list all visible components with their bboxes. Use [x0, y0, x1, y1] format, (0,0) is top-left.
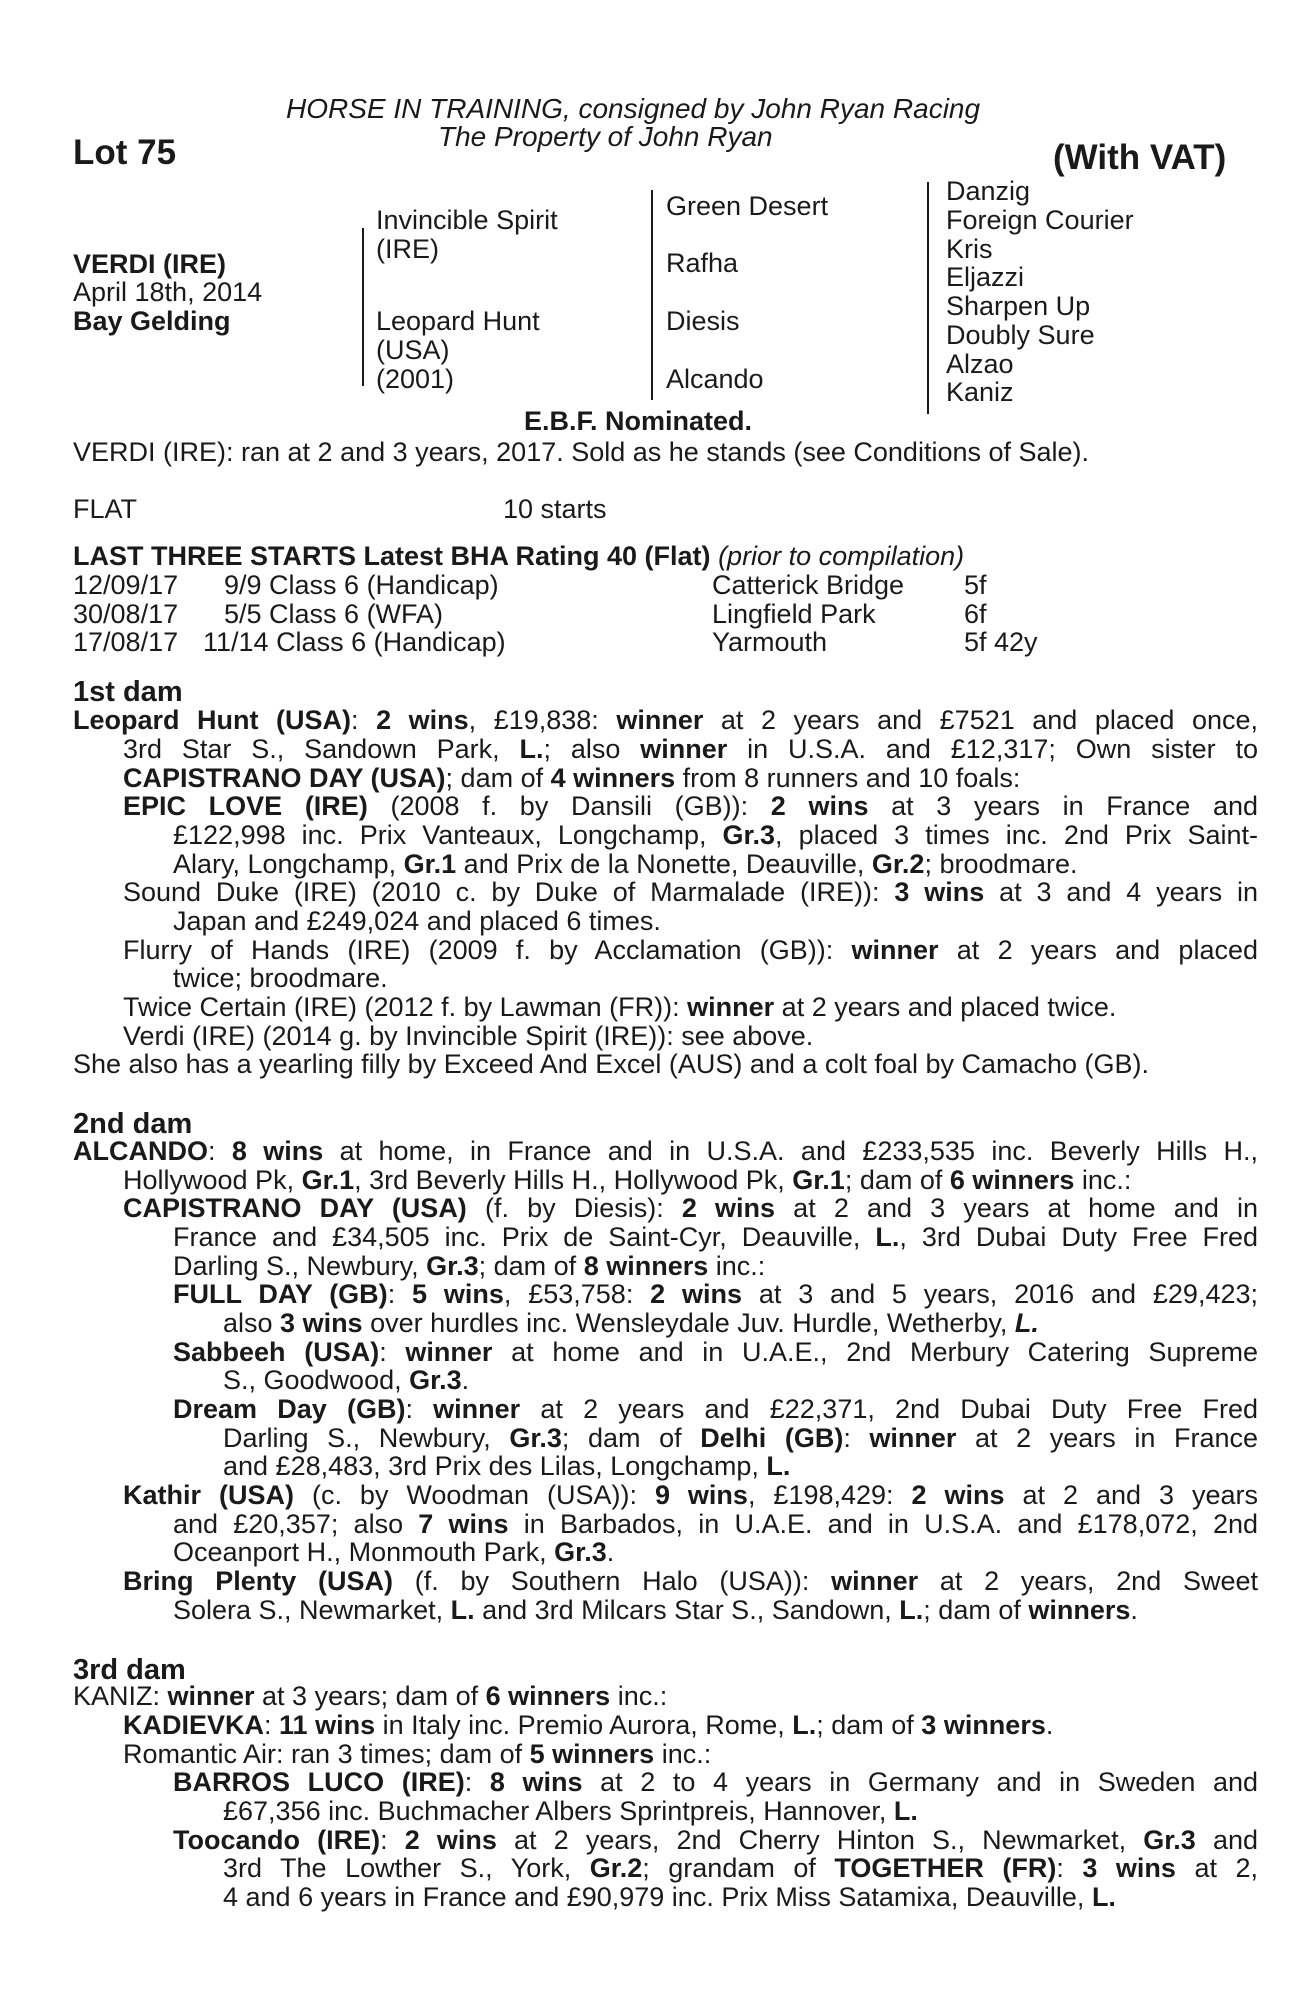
- text-run: Delhi (GB): [700, 1423, 844, 1453]
- text-run: L.: [766, 1451, 791, 1481]
- great-grandparent-2: Foreign Courier: [946, 205, 1134, 235]
- start-course-1: Catterick Bridge: [712, 570, 905, 600]
- text-run: winner: [405, 1337, 493, 1367]
- text-run: 8 winners: [583, 1251, 709, 1281]
- text-run: from 8 runners and 10 foals:: [675, 763, 1021, 793]
- first-dam-line-13: [73, 1050, 1258, 1079]
- third-dam-line-6: [173, 1826, 1258, 1855]
- grandparent-4: Alcando: [666, 364, 764, 394]
- text-run: winner: [433, 1394, 521, 1424]
- second-dam-line-7: [223, 1309, 1258, 1338]
- great-grandparent-5: Sharpen Up: [946, 291, 1091, 321]
- last-starts-heading: [73, 542, 964, 571]
- horse-dob: April 18th, 2014: [73, 277, 263, 307]
- dam-origin: (USA): [376, 335, 450, 365]
- text-run: in U.S.A. and £12,317; Own sister to: [727, 734, 1258, 764]
- third-dam-line-4: [173, 1768, 1258, 1797]
- property-line: The Property of John Ryan: [438, 121, 773, 152]
- text-run: , £198,429:: [747, 1480, 912, 1510]
- text-run: :: [264, 1710, 280, 1740]
- second-dam-line-9: [223, 1366, 1258, 1395]
- text-run: 4 and 6 years in France and £90,979 inc. Prix Miss Satamixa, Deauville,: [223, 1882, 1092, 1912]
- dam-year: (2001): [376, 364, 455, 394]
- text-run: winner: [687, 992, 775, 1022]
- text-run: and 3rd Milcars Star S., Sandown,: [474, 1595, 900, 1625]
- text-run: L.: [1091, 1882, 1116, 1912]
- text-run: CAPISTRANO DAY (USA): [123, 1193, 467, 1223]
- text-run: ; dam of: [561, 1423, 701, 1453]
- text-run: L.: [792, 1710, 817, 1740]
- text-run: inc.:: [708, 1251, 766, 1281]
- text-run: Darling S., Newbury,: [223, 1423, 510, 1453]
- record-starts: 10 starts: [503, 494, 607, 524]
- text-run: CAPISTRANO DAY (USA): [123, 763, 446, 793]
- text-run: , 3rd Dubai Duty Free Fred: [899, 1222, 1258, 1252]
- start-race-2: 5/5 Class 6 (WFA): [224, 599, 444, 629]
- text-run: Gr.3: [554, 1537, 607, 1567]
- second-dam-line-1: [73, 1137, 1258, 1166]
- text-run: 3 wins: [280, 1308, 363, 1338]
- text-run: Bring Plenty (USA): [123, 1566, 394, 1596]
- text-run: winner: [167, 1681, 255, 1711]
- vat-status: (With VAT): [1053, 138, 1227, 177]
- start-distance-3: 5f 42y: [964, 627, 1038, 657]
- first-dam-line-3: [123, 764, 1258, 793]
- text-run: 2 wins: [911, 1480, 1005, 1510]
- text-run: Hollywood Pk,: [123, 1165, 302, 1195]
- first-dam-line-11: [123, 993, 1258, 1022]
- grandparent-1: Green Desert: [666, 191, 829, 221]
- text-run: ; broodmare.: [924, 849, 1078, 879]
- text-run: and £28,483, 3rd Prix des Lilas, Longchamp,: [223, 1451, 767, 1481]
- text-run: Oceanport H., Monmouth Park,: [173, 1537, 555, 1567]
- start-date-1: 12/09/17: [73, 570, 179, 600]
- text-run: winner: [640, 734, 728, 764]
- text-run: :: [387, 1279, 413, 1309]
- text-run: in Barbados, in U.A.E. and in U.S.A. and £178,072, 2nd: [508, 1509, 1258, 1539]
- text-run: L.: [450, 1595, 475, 1625]
- text-run: Sound Duke (IRE) (2010 c. by Duke of Marmalade (IRE)):: [123, 877, 895, 907]
- grandparent-2: Rafha: [666, 248, 739, 278]
- text-run: inc.:: [654, 1739, 712, 1769]
- text-run: inc.:: [610, 1681, 668, 1711]
- dam-name: Leopard Hunt: [376, 306, 540, 336]
- text-run: 5 winners: [529, 1739, 655, 1769]
- text-run: Gr.2: [871, 849, 925, 879]
- text-run: Dream Day (GB): [173, 1394, 406, 1424]
- third-dam-line-2: [123, 1711, 1258, 1740]
- second-dam-line-5: [173, 1252, 1258, 1281]
- text-run: , placed 3 times inc. 2nd Prix Saint-: [775, 820, 1258, 850]
- second-dam-line-4: [173, 1223, 1258, 1252]
- text-run: ; dam of: [844, 1165, 950, 1195]
- text-run: L.: [519, 734, 544, 764]
- text-run: Leopard Hunt (USA): [73, 705, 352, 735]
- text-run: winner: [616, 705, 704, 735]
- text-run: KANIZ:: [73, 1681, 168, 1711]
- summary-line: VERDI (IRE): ran at 2 and 3 years, 2017. Sold as he stands (see Conditions of Sale).: [73, 437, 1090, 467]
- text-run: twice; broodmare.: [173, 963, 388, 993]
- horse-description: Bay Gelding: [73, 306, 231, 336]
- text-run: and Prix de la Nonette, Deauville,: [456, 849, 872, 879]
- text-run: winners: [1028, 1595, 1131, 1625]
- text-run: ALCANDO: [73, 1136, 208, 1166]
- start-race-1: 9/9 Class 6 (Handicap): [224, 570, 499, 600]
- text-run: 3rd Star S., Sandown Park,: [123, 734, 520, 764]
- text-run: 3 wins: [894, 877, 985, 907]
- text-run: at 2,: [1175, 1853, 1258, 1883]
- start-distance-1: 5f: [964, 570, 987, 600]
- text-run: S., Goodwood,: [223, 1365, 410, 1395]
- third-dam-line-5: [223, 1797, 1258, 1826]
- text-run: Gr.1: [792, 1165, 845, 1195]
- text-run: ; dam of: [816, 1710, 922, 1740]
- first-dam-line-9: [123, 936, 1258, 965]
- text-run: at 2 years, 2nd Sweet: [918, 1566, 1259, 1596]
- text-run: winner: [869, 1423, 957, 1453]
- text-run: EPIC LOVE (IRE): [123, 791, 368, 821]
- great-grandparent-6: Doubly Sure: [946, 320, 1095, 350]
- start-race-3: 11/14 Class 6 (Handicap): [203, 627, 506, 657]
- text-run: at home and in U.A.E., 2nd Merbury Catering Supreme: [492, 1337, 1258, 1367]
- text-run: TOGETHER (FR): [834, 1853, 1057, 1883]
- second-dam-line-17: [173, 1596, 1258, 1625]
- third-dam-line-8: [223, 1883, 1258, 1912]
- text-run: winner: [831, 1566, 919, 1596]
- text-run: , 3rd Beverly Hills H., Hollywood Pk,: [354, 1165, 793, 1195]
- text-run: Toocando (IRE): [173, 1825, 381, 1855]
- text-run: .: [1130, 1595, 1138, 1625]
- text-run: at 2 years, 2nd Cherry Hinton S., Newmarket,: [496, 1825, 1144, 1855]
- text-run: ; dam of: [923, 1595, 1029, 1625]
- text-run: , £53,758:: [503, 1279, 651, 1309]
- text-run: Kathir (USA): [123, 1480, 294, 1510]
- text-run: Gr.3: [722, 820, 776, 850]
- second-dam-line-10: [173, 1395, 1258, 1424]
- first-dam-line-4: [123, 792, 1258, 821]
- text-run: She also has a yearling filly by Exceed And Excel (AUS) and a colt foal by Camacho (GB).: [73, 1049, 1150, 1079]
- first-dam-line-7: [123, 878, 1258, 907]
- text-run: :: [208, 1136, 232, 1166]
- text-run: 2 wins: [650, 1279, 743, 1309]
- second-dam-line-15: [173, 1538, 1258, 1567]
- first-dam-line-10: [173, 964, 1258, 993]
- third-dam-heading: 3rd dam: [73, 1654, 186, 1686]
- second-dam-line-2: [123, 1166, 1258, 1195]
- text-run: 4 winners: [550, 763, 676, 793]
- text-run: Romantic Air: ran 3 times; dam of: [123, 1739, 530, 1769]
- sire-name: Invincible Spirit: [376, 205, 558, 235]
- text-run: and £20,357; also: [173, 1509, 419, 1539]
- text-run: (c. by Woodman (USA)):: [293, 1480, 655, 1510]
- text-run: ; also: [543, 734, 641, 764]
- text-run: France and £34,505 inc. Prix de Saint-Cyr, Deauville,: [173, 1222, 876, 1252]
- start-course-3: Yarmouth: [712, 627, 828, 657]
- second-dam-line-3: [123, 1194, 1258, 1223]
- text-run: Verdi (IRE) (2014 g. by Invincible Spirit (IRE)): see above.: [123, 1021, 814, 1051]
- second-dam-line-13: [123, 1481, 1258, 1510]
- second-dam-heading: 2nd dam: [73, 1108, 193, 1140]
- text-run: (f. by Diesis):: [466, 1193, 682, 1223]
- sire-origin: (IRE): [376, 234, 439, 264]
- text-run: Sabbeeh (USA): [173, 1337, 380, 1367]
- text-run: Gr.1: [403, 849, 457, 879]
- horse-name: VERDI (IRE): [73, 249, 227, 279]
- text-run: Japan and £249,024 and placed 6 times.: [173, 906, 661, 936]
- text-run: 2 wins: [770, 791, 869, 821]
- text-run: at 2 years and £22,371, 2nd Dubai Duty Free Fred: [520, 1394, 1258, 1424]
- last-starts-note: (prior to compilation): [718, 541, 965, 571]
- third-dam-line-7: [223, 1854, 1258, 1883]
- start-date-2: 30/08/17: [73, 599, 179, 629]
- text-run: ; grandam of: [642, 1853, 835, 1883]
- text-run: at 2 years and £7521 and placed once,: [703, 705, 1259, 735]
- text-run: Twice Certain (IRE) (2012 f. by Lawman (FR)):: [123, 992, 688, 1022]
- first-dam-line-2: [123, 735, 1258, 764]
- text-run: at 3 years; dam of: [254, 1681, 486, 1711]
- text-run: at 3 and 4 years in: [984, 877, 1258, 907]
- first-dam-line-8: [173, 907, 1258, 936]
- text-run: 6 winners: [485, 1681, 611, 1711]
- text-run: at 3 years in France and: [868, 791, 1258, 821]
- text-run: 9 wins: [654, 1480, 748, 1510]
- text-run: :: [405, 1394, 434, 1424]
- pedigree-divider-1: [362, 228, 364, 386]
- second-dam-line-6: [173, 1280, 1258, 1309]
- text-run: .: [461, 1365, 470, 1395]
- third-dam-line-3: [123, 1740, 1258, 1769]
- great-grandparent-4: Eljazzi: [946, 262, 1025, 292]
- text-run: L.: [899, 1595, 924, 1625]
- first-dam-heading: 1st dam: [73, 676, 183, 708]
- text-run: .: [606, 1537, 615, 1567]
- start-distance-2: 6f: [964, 599, 987, 629]
- text-run: Alary, Longchamp,: [173, 849, 404, 879]
- text-run: also: [223, 1308, 281, 1338]
- great-grandparent-8: Kaniz: [946, 377, 1014, 407]
- text-run: at 2 years and placed twice.: [774, 992, 1117, 1022]
- lot-number: Lot 75: [73, 133, 177, 172]
- text-run: at 2 years and placed: [938, 935, 1258, 965]
- text-run: at home, in France and in U.S.A. and £233,535 inc. Beverly Hills H.,: [323, 1136, 1258, 1166]
- text-run: Flurry of Hands (IRE) (2009 f. by Acclamation (GB)):: [123, 935, 852, 965]
- text-run: £122,998 inc. Prix Vanteaux, Longchamp,: [173, 820, 723, 850]
- text-run: Gr.2: [589, 1853, 643, 1883]
- record-type: FLAT: [73, 494, 138, 524]
- text-run: :: [380, 1825, 405, 1855]
- text-run: Gr.3: [509, 1423, 562, 1453]
- first-dam-line-6: [173, 850, 1258, 879]
- great-grandparent-3: Kris: [946, 234, 993, 264]
- text-run: 5 wins: [412, 1279, 504, 1309]
- second-dam-line-8: [173, 1338, 1258, 1367]
- text-run: winner: [851, 935, 939, 965]
- text-run: 2 wins: [376, 705, 469, 735]
- text-run: £67,356 inc. Buchmacher Albers Sprintpreis, Hannover,: [223, 1796, 894, 1826]
- second-dam-line-14: [173, 1510, 1258, 1539]
- pedigree-divider-2: [651, 190, 653, 400]
- pedigree-divider-3: [927, 182, 929, 414]
- text-run: 2 wins: [404, 1825, 497, 1855]
- grandparent-3: Diesis: [666, 306, 740, 336]
- text-run: Gr.3: [409, 1365, 462, 1395]
- text-run: 3rd The Lowther S., York,: [223, 1853, 590, 1883]
- text-run: , £19,838:: [468, 705, 617, 735]
- text-run: at 2 and 3 years: [1004, 1480, 1259, 1510]
- text-run: :: [1056, 1853, 1083, 1883]
- text-run: :: [379, 1337, 406, 1367]
- text-run: in Italy inc. Premio Aurora, Rome,: [375, 1710, 793, 1740]
- text-run: L.: [893, 1796, 918, 1826]
- great-grandparent-1: Danzig: [946, 176, 1031, 206]
- text-run: FULL DAY (GB): [173, 1279, 388, 1309]
- text-run: Gr.3: [1143, 1825, 1196, 1855]
- text-run: 8 wins: [489, 1767, 583, 1797]
- text-run: 3 winners: [921, 1710, 1046, 1740]
- second-dam-line-12: [223, 1452, 1258, 1481]
- text-run: 3 wins: [1082, 1853, 1176, 1883]
- text-run: at 2 years in France: [956, 1423, 1258, 1453]
- text-run: Darling S., Newbury,: [173, 1251, 427, 1281]
- ebf-nominated: E.B.F. Nominated.: [524, 406, 753, 436]
- text-run: Solera S., Newmarket,: [173, 1595, 451, 1625]
- text-run: L.: [875, 1222, 900, 1252]
- text-run: over hurdles inc. Wensleydale Juv. Hurdle, Wetherby,: [362, 1308, 1015, 1338]
- second-dam-line-16: [123, 1567, 1258, 1596]
- text-run: :: [351, 705, 377, 735]
- second-dam-line-11: [223, 1424, 1258, 1453]
- text-run: :: [843, 1423, 870, 1453]
- last-starts-title: LAST THREE STARTS Latest BHA Rating 40 (Flat): [73, 541, 711, 571]
- text-run: and: [1195, 1825, 1258, 1855]
- text-run: L.: [1014, 1308, 1039, 1338]
- text-run: (2008 f. by Dansili (GB)):: [367, 791, 771, 821]
- text-run: KADIEVKA: [123, 1710, 265, 1740]
- start-course-2: Lingfield Park: [712, 599, 876, 629]
- first-dam-line-1: [73, 706, 1258, 735]
- text-run: 7 wins: [418, 1509, 509, 1539]
- text-run: Gr.3: [426, 1251, 479, 1281]
- text-run: :: [464, 1767, 490, 1797]
- text-run: inc.:: [1074, 1165, 1132, 1195]
- great-grandparent-7: Alzao: [946, 349, 1014, 379]
- text-run: 8 wins: [231, 1136, 324, 1166]
- text-run: at 3 and 5 years, 2016 and £29,423;: [742, 1279, 1258, 1309]
- text-run: ; dam of: [445, 763, 551, 793]
- text-run: 11 wins: [279, 1710, 376, 1740]
- first-dam-line-12: [123, 1022, 1258, 1051]
- consignment-line: HORSE IN TRAINING, consigned by John Ryan Racing: [286, 93, 981, 124]
- first-dam-line-5: [173, 821, 1258, 850]
- text-run: BARROS LUCO (IRE): [173, 1767, 465, 1797]
- text-run: .: [1045, 1710, 1054, 1740]
- text-run: ; dam of: [478, 1251, 584, 1281]
- text-run: Gr.1: [301, 1165, 355, 1195]
- text-run: (f. by Southern Halo (USA)):: [393, 1566, 832, 1596]
- text-run: at 2 to 4 years in Germany and in Sweden and: [582, 1767, 1259, 1797]
- text-run: at 2 and 3 years at home and in: [775, 1193, 1258, 1223]
- text-run: 6 winners: [949, 1165, 1075, 1195]
- third-dam-line-1: [73, 1682, 1258, 1711]
- text-run: 2 wins: [681, 1193, 776, 1223]
- start-date-3: 17/08/17: [73, 627, 179, 657]
